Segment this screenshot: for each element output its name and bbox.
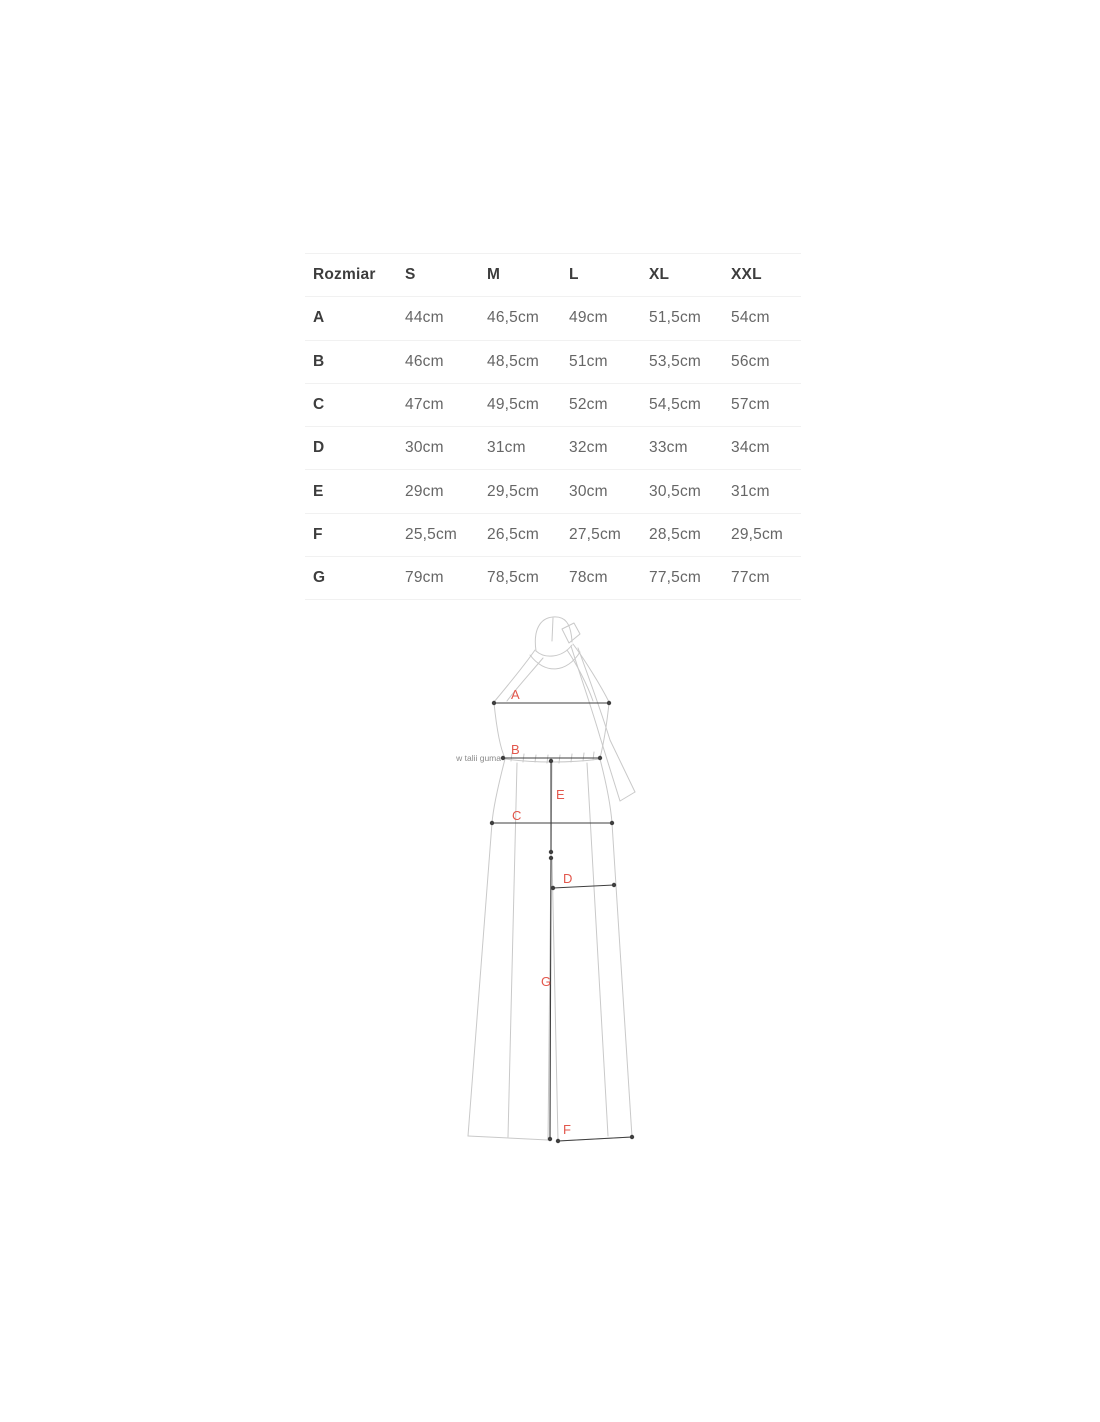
table-row <box>305 341 801 384</box>
measure-line-f <box>558 1137 632 1141</box>
cell-value: 31cm <box>731 482 770 500</box>
column-header-m: M <box>487 266 501 284</box>
cell-value: 30cm <box>405 439 444 457</box>
cell-value: 46cm <box>405 352 444 370</box>
row-label: B <box>313 352 325 370</box>
jumpsuit-measurement-diagram <box>430 598 690 1158</box>
cell-value: 77cm <box>731 569 770 587</box>
size-table <box>305 253 801 600</box>
cell-value: 30cm <box>569 482 608 500</box>
size-table-header-row <box>305 254 801 297</box>
waist-elastic-note: w talii guma <box>456 753 501 763</box>
column-header-s: S <box>405 266 416 284</box>
cell-value: 25,5cm <box>405 525 458 543</box>
cell-value: 79cm <box>405 569 444 587</box>
cell-value: 78cm <box>569 569 608 587</box>
table-row <box>305 514 801 557</box>
cell-value: 54,5cm <box>649 396 702 414</box>
cell-value: 51,5cm <box>649 309 702 327</box>
table-row <box>305 297 801 340</box>
row-label: F <box>313 525 323 543</box>
cell-value: 32cm <box>569 439 608 457</box>
cell-value: 30,5cm <box>649 482 702 500</box>
garment-outline <box>468 617 635 1141</box>
column-header-l: L <box>569 266 579 284</box>
table-row <box>305 384 801 427</box>
cell-value: 53,5cm <box>649 352 702 370</box>
row-label: A <box>313 309 325 327</box>
measure-label-e: E <box>556 787 565 802</box>
cell-value: 28,5cm <box>649 525 702 543</box>
measure-label-g: G <box>541 974 552 989</box>
table-row <box>305 470 801 513</box>
cell-value: 26,5cm <box>487 525 540 543</box>
cell-value: 44cm <box>405 309 444 327</box>
cell-value: 31cm <box>487 439 526 457</box>
column-header-xxl: XXL <box>731 266 762 284</box>
cell-value: 78,5cm <box>487 569 540 587</box>
cell-value: 29cm <box>405 482 444 500</box>
measure-label-a: A <box>511 687 520 702</box>
row-label: C <box>313 396 325 414</box>
table-row <box>305 427 801 470</box>
cell-value: 52cm <box>569 396 608 414</box>
measure-label-d: D <box>563 871 573 886</box>
measurement-endpoints <box>490 701 634 1143</box>
column-header-rozmiar: Rozmiar <box>313 266 376 284</box>
cell-value: 29,5cm <box>731 525 784 543</box>
row-label: D <box>313 439 325 457</box>
cell-value: 33cm <box>649 439 688 457</box>
cell-value: 49,5cm <box>487 396 540 414</box>
row-label: E <box>313 482 324 500</box>
cell-value: 29,5cm <box>487 482 540 500</box>
cell-value: 56cm <box>731 352 770 370</box>
cell-value: 51cm <box>569 352 608 370</box>
column-header-xl: XL <box>649 266 670 284</box>
measure-label-c: C <box>512 808 522 823</box>
cell-value: 47cm <box>405 396 444 414</box>
cell-value: 46,5cm <box>487 309 540 327</box>
cell-value: 49cm <box>569 309 608 327</box>
cell-value: 77,5cm <box>649 569 702 587</box>
cell-value: 27,5cm <box>569 525 622 543</box>
table-row <box>305 557 801 600</box>
cell-value: 48,5cm <box>487 352 540 370</box>
cell-value: 57cm <box>731 396 770 414</box>
cell-value: 54cm <box>731 309 770 327</box>
cell-value: 34cm <box>731 439 770 457</box>
measure-label-b: B <box>511 742 520 757</box>
row-label: G <box>313 569 326 587</box>
measure-label-f: F <box>563 1122 571 1137</box>
